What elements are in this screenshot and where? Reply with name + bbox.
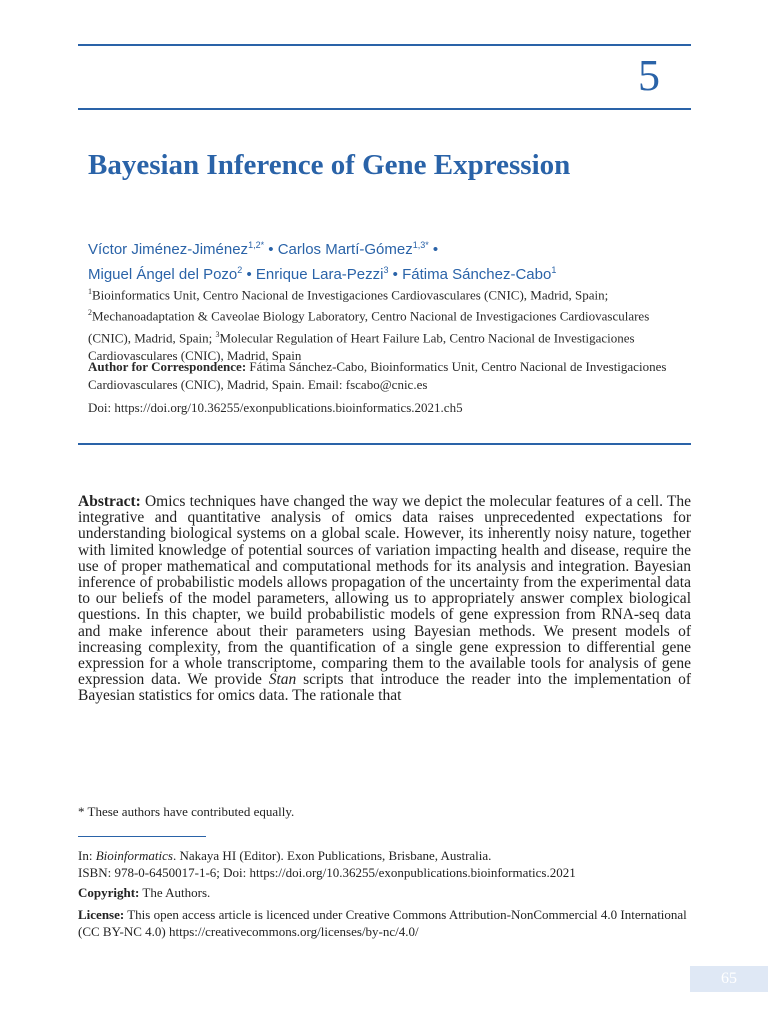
author-separator: • [246, 266, 252, 283]
author-affiliation-mark: 1,3* [412, 240, 429, 250]
license-text: This open access article is licenced under Creative Commons Attribution-NonCommercial 4.0 International (CC BY-NC 4.0) https://creativecommons.org/licenses/by-nc/4.0/ [78, 907, 687, 939]
affiliation-text: Bioinformatics Unit, Centro Nacional de Investigaciones Cardiovasculares (CNIC), Madrid, Spain; [92, 287, 609, 303]
chapter-rule [78, 108, 691, 110]
equal-contribution-footnote: * These authors have contributed equally. [78, 804, 295, 819]
author-separator: • [392, 266, 398, 283]
isbn-line: ISBN: 978-0-6450017-1-6; Doi: https://doi.org/10.36255/exonpublications.bioinformatics.2021 [78, 865, 576, 880]
author-affiliation-mark: 1 [551, 265, 557, 275]
author-name: Enrique Lara-Pezzi [255, 266, 384, 283]
copyright-text: The Authors. [139, 885, 211, 900]
chapter-doi: Doi: https://doi.org/10.36255/exonpublications.bioinformatics.2021.ch5 [88, 400, 463, 415]
book-title: Bioinformatics [95, 848, 173, 863]
author-affiliation-mark: 3 [383, 265, 389, 275]
author-name: Carlos Martí-Gómez [277, 241, 413, 258]
correspondence [88, 358, 688, 394]
copyright-label: Copyright: [78, 885, 140, 900]
affiliation-mark: 3 [215, 329, 220, 339]
footnote-rule [78, 836, 206, 837]
affiliation-text: Molecular Regulation of Heart Failure Lab, Centro Nacional de Investigaciones Cardiovasculares (CNIC), Madrid, Spain [88, 329, 635, 363]
author-separator: • [268, 241, 274, 258]
affiliation-mark: 1 [88, 287, 92, 296]
in-label: In: [78, 848, 96, 863]
top-rule [78, 44, 691, 46]
correspondence-text: Fátima Sánchez-Cabo, Bioinformatics Unit, Centro Nacional de Investigaciones Cardiovasculares (CNIC), Madrid, Spain. Email: fscabo@cnic.es [88, 359, 667, 392]
author-list [88, 235, 688, 285]
license [78, 906, 691, 940]
page-number: 65 [690, 966, 768, 992]
author-affiliation-mark: 2 [237, 265, 243, 275]
author-name: Víctor Jiménez-Jiménez [88, 241, 249, 258]
author-name: Fátima Sánchez-Cabo [402, 266, 552, 283]
chapter-number: 5 [638, 51, 660, 100]
author-affiliation-mark: 1,2* [248, 240, 265, 250]
abstract [78, 494, 691, 705]
author-separator: • [432, 241, 439, 258]
publication-info [78, 847, 718, 881]
book-details: . Nakaya HI (Editor). Exon Publications, Brisbane, Australia. [172, 848, 492, 863]
abstract-text: Omics techniques have changed the way we depict the molecular features of a cell. The integrative and quantitative analysis of omics data raises unprecedented expectations for understanding biological systems on a global scale. However, its inherently noisy nature, together with limited knowledge of potential sources of variation impacting health and disease, require the use of proper mathematical and computational methods for its analysis and integration. Bayesian inference of probabilistic models allows propagation of the uncertainty from the experimental data to our beliefs of the model parameters, allowing us to appropriately answer complex biological questions. In this chapter, we build probabilistic models of gene expression from RNA-seq data and make inference about their parameters using Bayesian methods. We present models of increasing complexity, from the quantification of a single gene expression to differential gene expression for a whole transcriptome, comparing them to the available tools for analysis of gene expression data. We provide [78, 493, 691, 689]
chapter-title: Bayesian Inference of Gene Expression [88, 149, 571, 181]
correspondence-label: Author for Correspondence: [88, 359, 247, 374]
license-label: License: [78, 907, 125, 922]
header-bottom-rule [78, 443, 691, 445]
abstract-label: Abstract: [78, 493, 141, 510]
abstract-italic-term: Stan [268, 671, 297, 689]
affiliations [88, 283, 688, 365]
affiliation-mark: 2 [88, 308, 92, 318]
abstract-text-end: scripts that introduce the reader into the implementation of Bayesian statistics for omics data. The rationale that [78, 671, 691, 705]
affiliation-text: Mechanoadaptation & Caveolae Biology Laboratory, Centro Nacional de Investigaciones Cardiovasculares (CNIC), Madrid, Spain; [88, 308, 650, 345]
copyright [78, 884, 718, 901]
author-name: Miguel Ángel del Pozo [88, 266, 238, 283]
